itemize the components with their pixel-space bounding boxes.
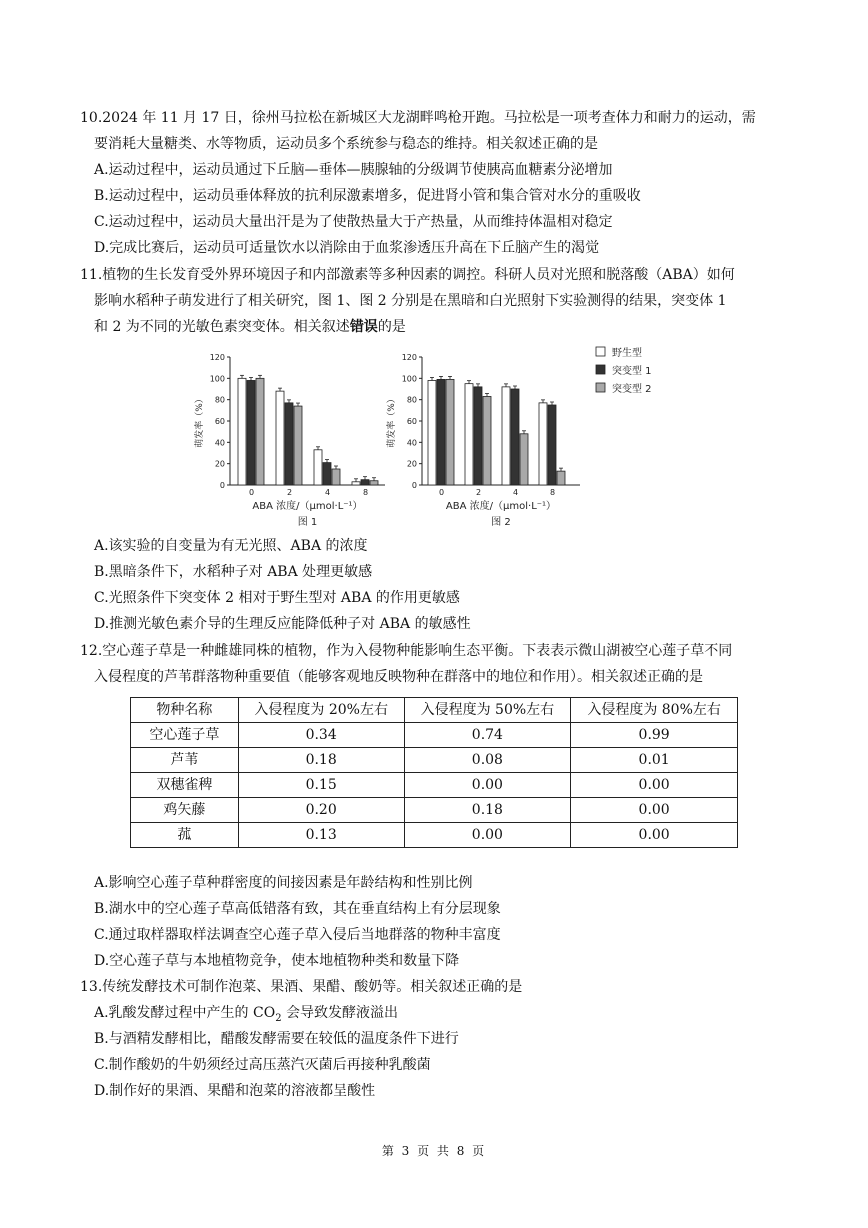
x-tick-label: 8 — [362, 488, 369, 497]
chart-2 — [385, 353, 580, 528]
q12-option-a: A.影响空心莲子草种群密度的间接因素是年龄结构和性别比例 — [94, 875, 473, 891]
table-cell: 0.15 — [238, 773, 404, 798]
table-cell: 0.20 — [238, 798, 404, 823]
table-cell: 0.00 — [404, 773, 571, 798]
q10-option-a: A.运动过程中，运动员通过下丘脑—垂体—胰腺轴的分级调节使胰高血糖素分泌增加 — [94, 162, 613, 178]
bar — [361, 480, 369, 485]
bar — [276, 391, 284, 485]
bar — [314, 450, 322, 485]
bar — [548, 405, 556, 485]
y-tick-label: 60 — [214, 417, 225, 426]
table-cell: 0.00 — [571, 773, 738, 798]
x-axis-label: ABA 浓度/（μmol·L⁻¹） — [445, 501, 557, 512]
q13-option-a-pre: A.乳酸发酵过程中产生的 CO — [94, 1005, 276, 1021]
x-tick-label: 4 — [512, 488, 519, 497]
q11-stem-line3-post: 的是 — [377, 319, 406, 335]
q13-option-b: B.与酒精发酵相比，醋酸发酵需要在较低的温度条件下进行 — [94, 1031, 459, 1047]
bar — [474, 387, 482, 485]
ababar-chart-svg — [190, 345, 710, 530]
y-tick-label: 80 — [214, 395, 225, 405]
bar — [428, 380, 436, 485]
chart-title: 图 1 — [297, 517, 318, 528]
table-cell: 0.00 — [571, 823, 738, 848]
legend-swatch — [596, 383, 605, 392]
legend-label: 野生型 — [612, 348, 642, 359]
legend-label: 突变型 2 — [612, 384, 652, 395]
table-cell: 0.00 — [571, 798, 738, 823]
table-cell: 0.01 — [571, 748, 738, 773]
q12-stem-line1: 12.空心莲子草是一种雌雄同株的植物，作为入侵物种能影响生态平衡。下表表示微山湖被空心莲子草不同 — [80, 643, 733, 659]
q11-option-b: B.黑暗条件下，水稻种子对 ABA 处理更敏感 — [94, 564, 373, 580]
bar — [465, 384, 473, 485]
q11-option-c: C.光照条件下突变体 2 相对于野生型对 ABA 的作用更敏感 — [94, 590, 460, 606]
species-importance-table — [130, 697, 738, 848]
bar — [437, 379, 445, 485]
chart-title: 图 2 — [491, 517, 511, 528]
q13-stem: 13.传统发酵技术可制作泡菜、果酒、果醋、酸奶等。相关叙述正确的是 — [80, 979, 523, 995]
table-cell: 0.34 — [238, 723, 404, 748]
q13-option-a — [94, 1003, 398, 1029]
bar — [511, 389, 519, 485]
bar — [332, 469, 340, 485]
x-tick-label: 0 — [248, 488, 255, 497]
q13-option-c: C.制作酸奶的牛奶须经过高压蒸汽灭菌后再接种乳酸菌 — [94, 1057, 431, 1073]
q11-stem-line3 — [94, 317, 406, 337]
y-tick-label: 60 — [406, 417, 417, 426]
y-tick-label: 100 — [401, 374, 417, 384]
table-header-cell: 入侵程度为 50%左右 — [404, 698, 571, 723]
table-cell: 0.18 — [404, 798, 571, 823]
x-tick-label: 2 — [475, 488, 482, 497]
table-cell: 0.74 — [404, 723, 571, 748]
bar — [247, 380, 255, 485]
table-cell: 0.13 — [238, 823, 404, 848]
q13-option-a-post: 会导致发酵液溢出 — [281, 1005, 399, 1021]
table-row — [131, 723, 738, 748]
y-tick-label: 20 — [214, 459, 225, 469]
table-header-cell: 入侵程度为 20%左右 — [238, 698, 404, 723]
q13-option-d: D.制作好的果酒、果醋和泡菜的溶液都呈酸性 — [94, 1083, 376, 1099]
q11-emphasis-word: 错误 — [349, 319, 378, 335]
y-axis-label: 萌发率（%） — [195, 394, 205, 448]
y-tick-label: 0 — [411, 481, 417, 490]
table-row — [131, 823, 738, 848]
q10-option-c: C.运动过程中，运动员大量出汗是为了使散热量大于产热量，从而维持体温相对稳定 — [94, 214, 613, 230]
y-tick-label: 80 — [406, 395, 417, 405]
bar — [285, 403, 293, 485]
table-row — [131, 798, 738, 823]
q10-option-b: B.运动过程中，运动员垂体释放的抗利尿激素增多，促进肾小管和集合管对水分的重吸收 — [94, 188, 641, 204]
bar — [370, 481, 378, 485]
q12-option-c: C.通过取样器取样法调查空心莲子草入侵后当地群落的物种丰富度 — [94, 927, 501, 943]
bar — [483, 396, 491, 485]
table-cell: 菰 — [131, 823, 239, 848]
table-cell: 0.08 — [404, 748, 571, 773]
q10-stem-line1: 10.2024 年 11 月 17 日，徐州马拉松在新城区大龙湖畔鸣枪开跑。马拉松是一项考查体力和耐力的运动，需 — [80, 110, 756, 126]
y-tick-label: 0 — [219, 481, 225, 490]
x-tick-label: 4 — [324, 488, 331, 497]
legend-swatch — [596, 347, 605, 356]
x-tick-label: 0 — [438, 488, 445, 497]
y-axis-label: 萌发率（%） — [387, 394, 397, 448]
y-tick-label: 40 — [214, 438, 225, 448]
bar — [539, 403, 547, 485]
bar — [446, 379, 454, 485]
y-tick-label: 120 — [401, 353, 417, 362]
table-row — [131, 748, 738, 773]
chart-legend — [596, 346, 652, 395]
table-cell: 双穗雀稗 — [131, 773, 239, 798]
x-tick-label: 8 — [549, 488, 556, 497]
page-footer: 第 3 页 共 8 页 — [381, 1144, 487, 1158]
table-header-cell: 物种名称 — [131, 698, 239, 723]
q12-option-b: B.湖水中的空心莲子草高低错落有致，其在垂直结构上有分层现象 — [94, 901, 501, 917]
q10-option-d: D.完成比赛后，运动员可适量饮水以消除由于血浆渗透压升高在下丘脑产生的渴觉 — [94, 240, 600, 256]
q11-stem-line3-pre: 和 2 为不同的光敏色素突变体。相关叙述 — [94, 319, 350, 335]
x-tick-label: 2 — [286, 488, 293, 497]
q12-option-d: D.空心莲子草与本地植物竞争，使本地植物种类和数量下降 — [94, 953, 460, 969]
q11-option-a: A.该实验的自变量为有无光照、ABA 的浓度 — [94, 538, 368, 554]
table-cell: 芦苇 — [131, 748, 239, 773]
legend-swatch — [596, 365, 605, 374]
bar — [294, 406, 302, 485]
q11-stem-line2: 影响水稻种子萌发进行了相关研究，图 1、图 2 分别是在黑暗和白光照射下实验测得的结果，突变体 1 — [94, 293, 727, 309]
x-axis-label: ABA 浓度/（μmol·L⁻¹） — [252, 501, 363, 512]
bar — [520, 434, 528, 485]
chart-1 — [193, 353, 385, 528]
y-tick-label: 40 — [406, 438, 417, 448]
bar — [502, 387, 510, 485]
legend-label: 突变型 1 — [612, 366, 652, 377]
figure-charts — [190, 345, 710, 530]
table-cell: 鸡矢藤 — [131, 798, 239, 823]
y-tick-label: 120 — [209, 353, 225, 362]
q11-stem-line1: 11.植物的生长发育受外界环境因子和内部激素等多种因素的调控。科研人员对光照和脱落酸（ABA）如何 — [80, 267, 735, 283]
bar — [238, 378, 246, 485]
table-cell: 空心莲子草 — [131, 723, 239, 748]
q10-stem-line2: 要消耗大量糖类、水等物质，运动员多个系统参与稳态的维持。相关叙述正确的是 — [94, 136, 598, 152]
table-row — [131, 773, 738, 798]
table-header-row — [131, 698, 738, 723]
bar — [323, 463, 331, 485]
bar — [557, 471, 565, 485]
q11-option-d: D.推测光敏色素介导的生理反应能降低种子对 ABA 的敏感性 — [94, 616, 471, 632]
y-tick-label: 100 — [209, 374, 225, 384]
table-cell: 0.18 — [238, 748, 404, 773]
table-cell: 0.00 — [404, 823, 571, 848]
table-header-cell: 入侵程度为 80%左右 — [571, 698, 738, 723]
bar — [352, 482, 360, 485]
y-tick-label: 20 — [406, 459, 417, 469]
table-cell: 0.99 — [571, 723, 738, 748]
q12-stem-line2: 入侵程度的芦苇群落物种重要值（能够客观地反映物种在群落中的地位和作用）。相关叙述正确的是 — [94, 669, 703, 685]
bar — [256, 378, 264, 485]
table-body — [131, 698, 738, 848]
q13-option-a-subscript: 2 — [275, 1012, 282, 1024]
